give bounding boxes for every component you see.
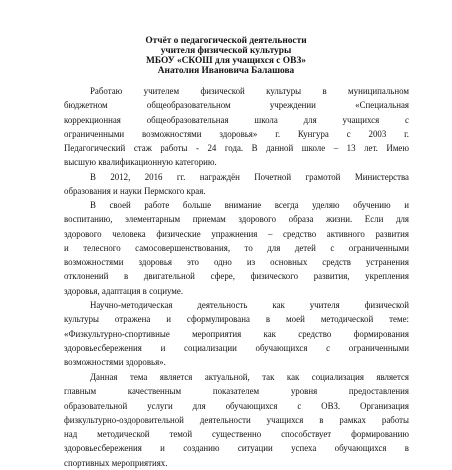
text-line: физкультурно-оздоровительной деятельности учащихся в рамках работы bbox=[64, 414, 409, 425]
paragraph-award bbox=[64, 170, 409, 199]
text-line: Педагогический стаж работы - 24 года. В данной школе – 13 лет. Имею bbox=[64, 143, 409, 153]
paragraph-approach bbox=[64, 198, 409, 298]
text-line: Работаю учителем физической культуры в муниципальном bbox=[90, 86, 409, 96]
text-line: ограниченными возможностями здоровья» г. Кунгура с 2003 г. bbox=[64, 128, 409, 139]
text-line: высшую квалификационную категорию. bbox=[64, 157, 217, 168]
text-line: отклонений в двигательной сфере, физического развития, укрепления bbox=[64, 271, 409, 282]
text-line: здоровьесбережения и социализации обучающихся с ограниченными bbox=[64, 342, 409, 353]
text-line: «Физкультурно-спортивные мероприятия как средство формирования bbox=[64, 328, 409, 339]
title-line: МБОУ «СКОШ для учащихся с ОВЗ» bbox=[145, 56, 306, 66]
text-line: над методической темой существенно способствует формированию bbox=[64, 429, 409, 439]
text-line: здоровья, адаптация в социуме. bbox=[64, 285, 184, 296]
title-line: Отчёт о педагогической деятельности bbox=[145, 36, 307, 46]
title-line: учителя физической культуры bbox=[160, 46, 292, 56]
text-line: возможностями здоровья это одно из основных средств устранения bbox=[64, 257, 409, 267]
text-line: воспитанию, элементарным приемам здорового образа жизни. Если для bbox=[64, 214, 409, 225]
report-title bbox=[0, 36, 452, 76]
text-line: и телесного самосовершенствования, то для детей с ограниченными bbox=[64, 242, 409, 253]
text-line: В своей работе больше внимание всегда уделяю обучению и bbox=[90, 200, 409, 210]
text-line: возможностями здоровья». bbox=[64, 357, 166, 367]
text-line: В 2012, 2016 гг. награждён Почетной грамотой Министерства bbox=[90, 172, 409, 182]
text-line: образования и науки Пермского края. bbox=[64, 186, 206, 197]
text-line: главным качественным показателем уровня предоставления bbox=[64, 386, 409, 397]
paragraph-relevance bbox=[64, 370, 409, 470]
text-line: бюджетном общеобразовательном учреждении «Специальная bbox=[64, 100, 409, 111]
text-line: здоровьесбережения и созданию ситуации успеха обучающихся в bbox=[64, 443, 409, 454]
title-line: Анатолия Ивановича Балашова bbox=[157, 66, 295, 76]
paragraph-methodology bbox=[64, 298, 409, 369]
paragraph-experience bbox=[64, 84, 409, 170]
text-line: здорового человека физические упражнения – средство активного развития bbox=[64, 228, 409, 239]
text-line: коррекционная общеобразовательная школа для учащихся с bbox=[64, 114, 409, 125]
text-line: спортивных мероприятиях. bbox=[64, 457, 168, 468]
text-line: Научно-методическая деятельность как учителя физической bbox=[90, 300, 409, 310]
text-line: Данная тема является актуальной, так как социализация является bbox=[90, 372, 409, 382]
text-line: культуры отражена и сформулирована в моей методической теме: bbox=[64, 314, 409, 325]
text-line: образовательной услуги для обучающихся с ОВЗ. Организация bbox=[64, 400, 409, 411]
